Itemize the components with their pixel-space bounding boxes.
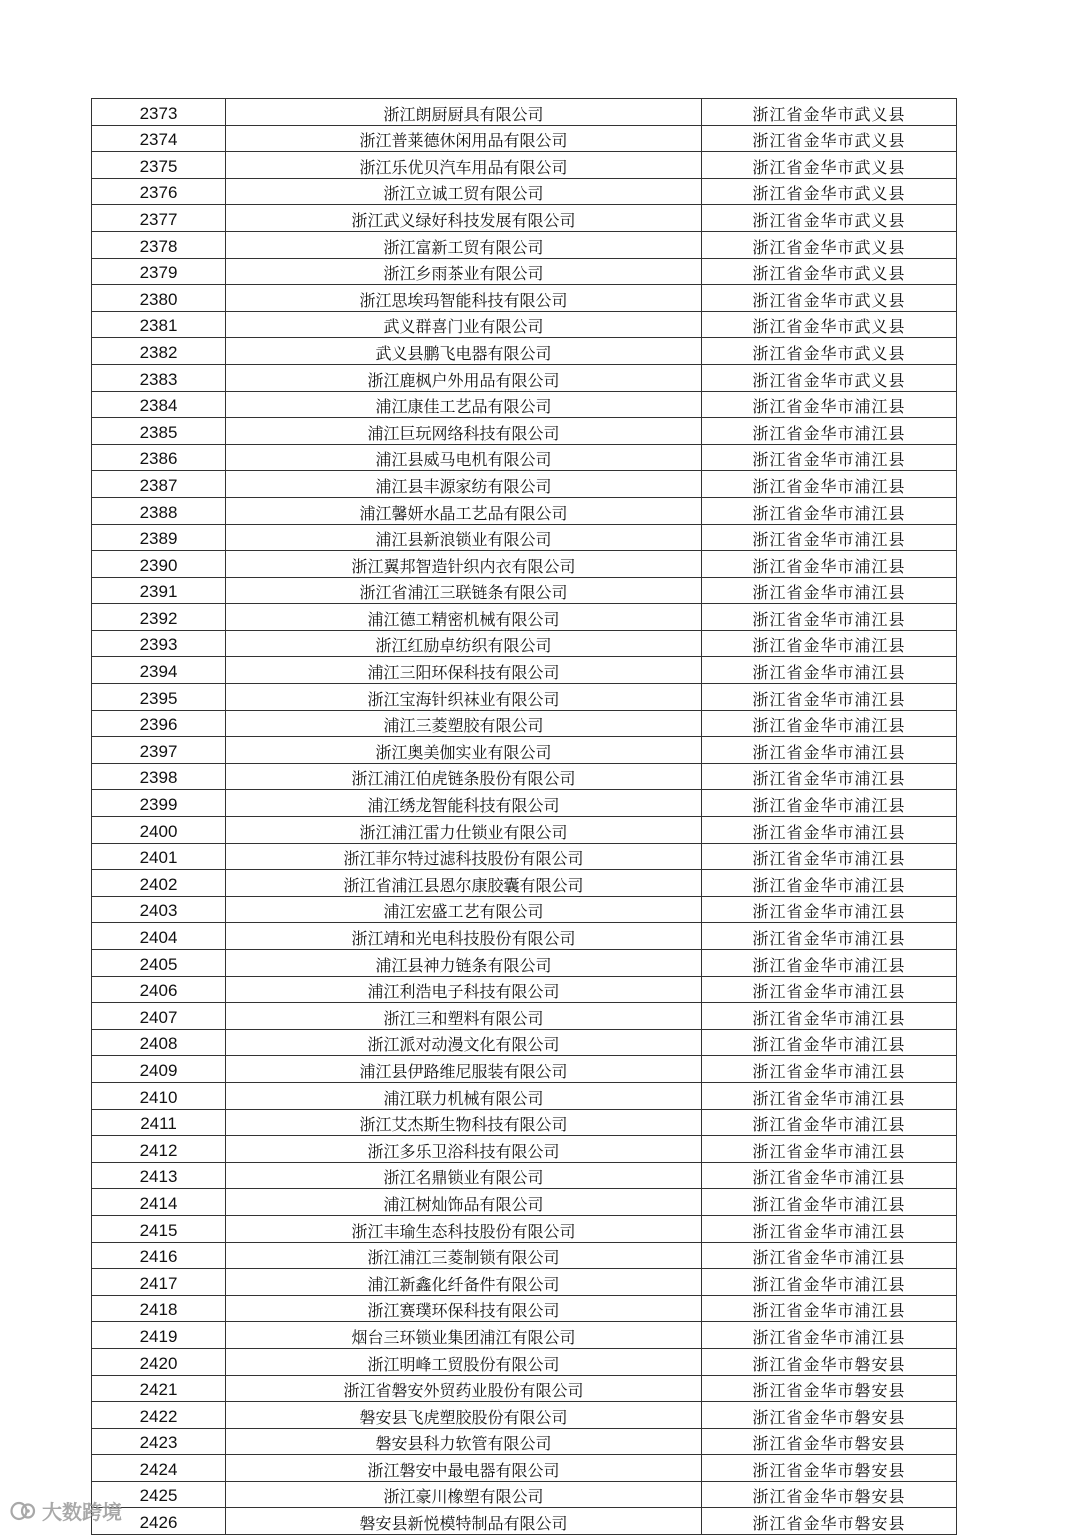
table-row [92, 311, 957, 338]
row-number-cell: 2387 [92, 471, 226, 498]
table-row [92, 152, 957, 179]
row-number-cell: 2376 [92, 178, 226, 205]
company-name-cell: 浙江普莱德休闲用品有限公司 [226, 125, 702, 152]
region-cell: 浙江省金华市浦江县 [702, 737, 957, 764]
region-cell: 浙江省金华市浦江县 [702, 391, 957, 418]
table-row [92, 444, 957, 471]
region-cell: 浙江省金华市武义县 [702, 364, 957, 391]
company-name-cell: 浙江宝海针织袜业有限公司 [226, 684, 702, 711]
row-number-cell: 2381 [92, 311, 226, 338]
company-name-cell: 浙江浦江三菱制锁有限公司 [226, 1242, 702, 1269]
company-name-cell: 浦江县丰源家纺有限公司 [226, 471, 702, 498]
row-number-cell: 2421 [92, 1375, 226, 1402]
table-row [92, 391, 957, 418]
company-name-cell: 磐安县飞虎塑胶股份有限公司 [226, 1402, 702, 1429]
row-number-cell: 2399 [92, 790, 226, 817]
table-row [92, 763, 957, 790]
row-number-cell: 2385 [92, 418, 226, 445]
company-name-cell: 烟台三环锁业集团浦江有限公司 [226, 1322, 702, 1349]
company-name-cell: 磐安县新悦模特制品有限公司 [226, 1508, 702, 1535]
table-row [92, 684, 957, 711]
table-row [92, 338, 957, 365]
region-cell: 浙江省金华市浦江县 [702, 763, 957, 790]
row-number-cell: 2398 [92, 763, 226, 790]
table-row [92, 923, 957, 950]
table-row [92, 418, 957, 445]
region-cell: 浙江省金华市浦江县 [702, 497, 957, 524]
table-row [92, 1269, 957, 1296]
table-row [92, 524, 957, 551]
region-cell: 浙江省金华市浦江县 [702, 1162, 957, 1189]
company-name-cell: 浦江树灿饰品有限公司 [226, 1189, 702, 1216]
company-name-cell: 浙江立诚工贸有限公司 [226, 178, 702, 205]
table-row [92, 551, 957, 578]
company-name-cell: 浙江浦江伯虎链条股份有限公司 [226, 763, 702, 790]
row-number-cell: 2401 [92, 843, 226, 870]
region-cell: 浙江省金华市武义县 [702, 285, 957, 312]
row-number-cell: 2415 [92, 1215, 226, 1242]
table-row [92, 1375, 957, 1402]
row-number-cell: 2383 [92, 364, 226, 391]
company-name-cell: 浙江丰瑜生态科技股份有限公司 [226, 1215, 702, 1242]
row-number-cell: 2426 [92, 1508, 226, 1535]
table-row [92, 1215, 957, 1242]
company-name-cell: 浦江县新浪锁业有限公司 [226, 524, 702, 551]
company-name-cell: 浙江豪川橡塑有限公司 [226, 1481, 702, 1508]
table-row [92, 1402, 957, 1429]
company-name-cell: 浙江红励卓纺织有限公司 [226, 630, 702, 657]
region-cell: 浙江省金华市浦江县 [702, 843, 957, 870]
table-row [92, 1162, 957, 1189]
table-row [92, 1056, 957, 1083]
row-number-cell: 2382 [92, 338, 226, 365]
table-row [92, 1295, 957, 1322]
company-name-cell: 浙江省浦江三联链条有限公司 [226, 577, 702, 604]
table-row [92, 577, 957, 604]
brand-logo-icon [10, 1500, 36, 1522]
table-row [92, 1029, 957, 1056]
region-cell: 浙江省金华市浦江县 [702, 1003, 957, 1030]
company-name-cell: 浙江奥美伽实业有限公司 [226, 737, 702, 764]
table-row [92, 471, 957, 498]
table-row [92, 258, 957, 285]
table-row [92, 205, 957, 232]
row-number-cell: 2424 [92, 1455, 226, 1482]
region-cell: 浙江省金华市浦江县 [702, 684, 957, 711]
region-cell: 浙江省金华市磐安县 [702, 1402, 957, 1429]
region-cell: 浙江省金华市浦江县 [702, 923, 957, 950]
company-name-cell: 浦江县神力链条有限公司 [226, 950, 702, 977]
region-cell: 浙江省金华市浦江县 [702, 657, 957, 684]
row-number-cell: 2394 [92, 657, 226, 684]
region-cell: 浙江省金华市浦江县 [702, 710, 957, 737]
row-number-cell: 2425 [92, 1481, 226, 1508]
region-cell: 浙江省金华市武义县 [702, 152, 957, 179]
region-cell: 浙江省金华市浦江县 [702, 1189, 957, 1216]
row-number-cell: 2373 [92, 99, 226, 126]
table-row [92, 285, 957, 312]
table-row [92, 1348, 957, 1375]
company-name-cell: 浙江艾杰斯生物科技有限公司 [226, 1109, 702, 1136]
region-cell: 浙江省金华市浦江县 [702, 1295, 957, 1322]
region-cell: 浙江省金华市浦江县 [702, 817, 957, 844]
table-row [92, 99, 957, 126]
company-name-cell: 浙江省浦江县恩尔康胶囊有限公司 [226, 870, 702, 897]
row-number-cell: 2390 [92, 551, 226, 578]
region-cell: 浙江省金华市浦江县 [702, 1056, 957, 1083]
company-name-cell: 浙江省磐安外贸药业股份有限公司 [226, 1375, 702, 1402]
row-number-cell: 2416 [92, 1242, 226, 1269]
company-name-cell: 浦江康佳工艺品有限公司 [226, 391, 702, 418]
table-row [92, 1189, 957, 1216]
table-row [92, 1508, 957, 1535]
company-name-cell: 浙江名鼎锁业有限公司 [226, 1162, 702, 1189]
region-cell: 浙江省金华市浦江县 [702, 524, 957, 551]
row-number-cell: 2402 [92, 870, 226, 897]
row-number-cell: 2403 [92, 896, 226, 923]
region-cell: 浙江省金华市浦江县 [702, 471, 957, 498]
region-cell: 浙江省金华市武义县 [702, 178, 957, 205]
region-cell: 浙江省金华市武义县 [702, 258, 957, 285]
company-name-cell: 浙江三和塑料有限公司 [226, 1003, 702, 1030]
row-number-cell: 2374 [92, 125, 226, 152]
company-table-body [92, 99, 957, 1535]
row-number-cell: 2405 [92, 950, 226, 977]
table-row [92, 1109, 957, 1136]
region-cell: 浙江省金华市浦江县 [702, 630, 957, 657]
region-cell: 浙江省金华市浦江县 [702, 1029, 957, 1056]
region-cell: 浙江省金华市浦江县 [702, 604, 957, 631]
table-row [92, 737, 957, 764]
row-number-cell: 2419 [92, 1322, 226, 1349]
table-row [92, 1242, 957, 1269]
table-row [92, 843, 957, 870]
table-row [92, 1455, 957, 1482]
table-row [92, 497, 957, 524]
region-cell: 浙江省金华市磐安县 [702, 1481, 957, 1508]
region-cell: 浙江省金华市磐安县 [702, 1508, 957, 1535]
region-cell: 浙江省金华市浦江县 [702, 896, 957, 923]
table-row [92, 178, 957, 205]
company-name-cell: 浦江馨妍水晶工艺品有限公司 [226, 497, 702, 524]
table-row [92, 1428, 957, 1455]
region-cell: 浙江省金华市浦江县 [702, 976, 957, 1003]
row-number-cell: 2412 [92, 1136, 226, 1163]
region-cell: 浙江省金华市浦江县 [702, 1136, 957, 1163]
row-number-cell: 2375 [92, 152, 226, 179]
row-number-cell: 2391 [92, 577, 226, 604]
company-name-cell: 浙江乐优贝汽车用品有限公司 [226, 152, 702, 179]
table-row [92, 364, 957, 391]
company-name-cell: 浙江派对动漫文化有限公司 [226, 1029, 702, 1056]
company-name-cell: 浙江赛璞环保科技有限公司 [226, 1295, 702, 1322]
table-row [92, 950, 957, 977]
region-cell: 浙江省金华市浦江县 [702, 1269, 957, 1296]
region-cell: 浙江省金华市浦江县 [702, 418, 957, 445]
row-number-cell: 2410 [92, 1082, 226, 1109]
region-cell: 浙江省金华市浦江县 [702, 1242, 957, 1269]
row-number-cell: 2407 [92, 1003, 226, 1030]
row-number-cell: 2388 [92, 497, 226, 524]
company-name-cell: 浦江县伊路维尼服装有限公司 [226, 1056, 702, 1083]
region-cell: 浙江省金华市浦江县 [702, 950, 957, 977]
region-cell: 浙江省金华市浦江县 [702, 1082, 957, 1109]
row-number-cell: 2397 [92, 737, 226, 764]
company-name-cell: 浦江利浩电子科技有限公司 [226, 976, 702, 1003]
region-cell: 浙江省金华市武义县 [702, 125, 957, 152]
company-name-cell: 浦江县威马电机有限公司 [226, 444, 702, 471]
company-name-cell: 浦江三阳环保科技有限公司 [226, 657, 702, 684]
row-number-cell: 2392 [92, 604, 226, 631]
company-name-cell: 浙江浦江雷力仕锁业有限公司 [226, 817, 702, 844]
region-cell: 浙江省金华市浦江县 [702, 870, 957, 897]
region-cell: 浙江省金华市磐安县 [702, 1428, 957, 1455]
region-cell: 浙江省金华市磐安县 [702, 1348, 957, 1375]
row-number-cell: 2379 [92, 258, 226, 285]
row-number-cell: 2423 [92, 1428, 226, 1455]
region-cell: 浙江省金华市武义县 [702, 205, 957, 232]
company-name-cell: 浦江三菱塑胶有限公司 [226, 710, 702, 737]
company-name-cell: 浙江靖和光电科技股份有限公司 [226, 923, 702, 950]
region-cell: 浙江省金华市浦江县 [702, 1215, 957, 1242]
row-number-cell: 2380 [92, 285, 226, 312]
region-cell: 浙江省金华市浦江县 [702, 551, 957, 578]
row-number-cell: 2413 [92, 1162, 226, 1189]
company-name-cell: 浙江明峰工贸股份有限公司 [226, 1348, 702, 1375]
company-table [91, 98, 957, 1535]
table-row [92, 1322, 957, 1349]
table-row [92, 1481, 957, 1508]
company-name-cell: 浙江朗厨厨具有限公司 [226, 99, 702, 126]
table-row [92, 1003, 957, 1030]
row-number-cell: 2404 [92, 923, 226, 950]
company-name-cell: 浦江德工精密机械有限公司 [226, 604, 702, 631]
row-number-cell: 2422 [92, 1402, 226, 1429]
table-row [92, 1136, 957, 1163]
watermark [10, 1496, 122, 1525]
region-cell: 浙江省金华市武义县 [702, 99, 957, 126]
row-number-cell: 2395 [92, 684, 226, 711]
company-name-cell: 浦江宏盛工艺有限公司 [226, 896, 702, 923]
region-cell: 浙江省金华市武义县 [702, 338, 957, 365]
row-number-cell: 2417 [92, 1269, 226, 1296]
table-row [92, 125, 957, 152]
region-cell: 浙江省金华市武义县 [702, 311, 957, 338]
row-number-cell: 2386 [92, 444, 226, 471]
row-number-cell: 2406 [92, 976, 226, 1003]
row-number-cell: 2418 [92, 1295, 226, 1322]
row-number-cell: 2393 [92, 630, 226, 657]
company-name-cell: 浙江菲尔特过滤科技股份有限公司 [226, 843, 702, 870]
row-number-cell: 2409 [92, 1056, 226, 1083]
company-name-cell: 浙江翼邦智造针织内衣有限公司 [226, 551, 702, 578]
company-name-cell: 浦江巨玩网络科技有限公司 [226, 418, 702, 445]
company-name-cell: 浦江新鑫化纤备件有限公司 [226, 1269, 702, 1296]
company-name-cell: 浙江富新工贸有限公司 [226, 231, 702, 258]
row-number-cell: 2408 [92, 1029, 226, 1056]
company-name-cell: 浙江鹿枫户外用品有限公司 [226, 364, 702, 391]
table-row [92, 817, 957, 844]
region-cell: 浙江省金华市浦江县 [702, 1109, 957, 1136]
table-row [92, 604, 957, 631]
row-number-cell: 2389 [92, 524, 226, 551]
company-name-cell: 浙江磐安中最电器有限公司 [226, 1455, 702, 1482]
table-row [92, 790, 957, 817]
row-number-cell: 2396 [92, 710, 226, 737]
row-number-cell: 2384 [92, 391, 226, 418]
row-number-cell: 2414 [92, 1189, 226, 1216]
watermark-text: 大数跨境 [42, 1500, 122, 1524]
table-row [92, 630, 957, 657]
row-number-cell: 2378 [92, 231, 226, 258]
table-row [92, 710, 957, 737]
row-number-cell: 2411 [92, 1109, 226, 1136]
table-row [92, 896, 957, 923]
company-name-cell: 武义县鹏飞电器有限公司 [226, 338, 702, 365]
table-row [92, 231, 957, 258]
region-cell: 浙江省金华市磐安县 [702, 1455, 957, 1482]
table-row [92, 657, 957, 684]
company-name-cell: 磐安县科力软管有限公司 [226, 1428, 702, 1455]
company-name-cell: 浙江思埃玛智能科技有限公司 [226, 285, 702, 312]
company-name-cell: 浙江武义绿好科技发展有限公司 [226, 205, 702, 232]
region-cell: 浙江省金华市武义县 [702, 231, 957, 258]
table-row [92, 976, 957, 1003]
company-name-cell: 浦江绣龙智能科技有限公司 [226, 790, 702, 817]
region-cell: 浙江省金华市磐安县 [702, 1375, 957, 1402]
region-cell: 浙江省金华市浦江县 [702, 1322, 957, 1349]
region-cell: 浙江省金华市浦江县 [702, 444, 957, 471]
company-name-cell: 浙江多乐卫浴科技有限公司 [226, 1136, 702, 1163]
row-number-cell: 2377 [92, 205, 226, 232]
table-row [92, 870, 957, 897]
company-name-cell: 浦江联力机械有限公司 [226, 1082, 702, 1109]
region-cell: 浙江省金华市浦江县 [702, 577, 957, 604]
company-name-cell: 武义群喜门业有限公司 [226, 311, 702, 338]
region-cell: 浙江省金华市浦江县 [702, 790, 957, 817]
row-number-cell: 2400 [92, 817, 226, 844]
company-name-cell: 浙江乡雨茶业有限公司 [226, 258, 702, 285]
table-row [92, 1082, 957, 1109]
row-number-cell: 2420 [92, 1348, 226, 1375]
